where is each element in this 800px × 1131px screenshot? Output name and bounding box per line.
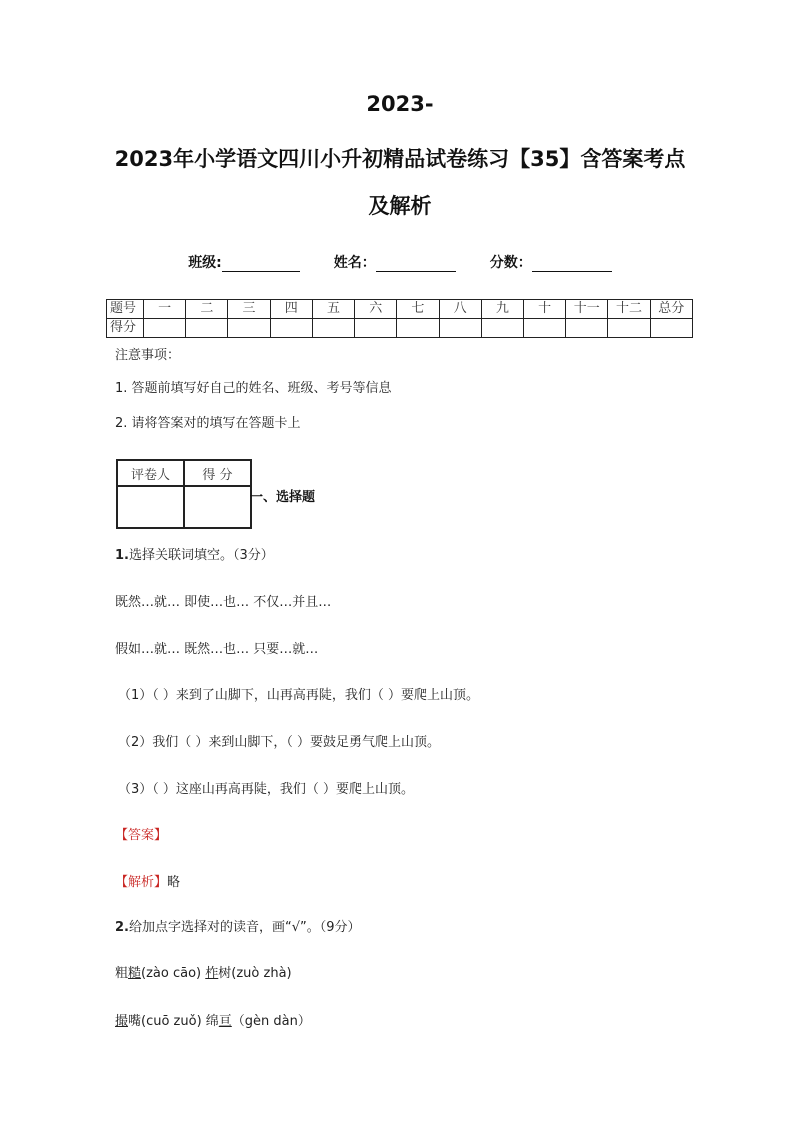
dotted-char: 柞 xyxy=(205,966,219,981)
section-title: 一、选择题 xyxy=(250,490,316,505)
score-cell[interactable] xyxy=(397,319,439,338)
score-cell[interactable] xyxy=(228,319,270,338)
grader-table xyxy=(116,459,252,529)
score-table xyxy=(106,299,693,338)
score-cell[interactable] xyxy=(566,319,608,338)
dotted-char: 亘 xyxy=(218,1014,232,1029)
score-header-cell: 一 xyxy=(144,300,186,319)
class-label: 班级: xyxy=(188,255,222,271)
note-item: 2. 请将答案对的填写在答题卡上 xyxy=(115,416,301,431)
dotted-char: 撮 xyxy=(115,1014,129,1029)
score-header-cell: 四 xyxy=(270,300,312,319)
score-header-cell: 五 xyxy=(312,300,354,319)
score-cell[interactable] xyxy=(608,319,650,338)
pinyin-choice[interactable]: 嘴(cuō zuǒ) 绵 xyxy=(128,1014,219,1029)
question-number: 2. xyxy=(115,920,129,935)
score-cell[interactable] xyxy=(481,319,523,338)
score-field xyxy=(490,252,612,272)
score-cell[interactable] xyxy=(523,319,565,338)
name-blank[interactable] xyxy=(376,257,456,272)
score-row-label: 得分 xyxy=(107,319,144,338)
grader-score-cell[interactable] xyxy=(184,486,251,528)
note-item: 1. 答题前填写好自己的姓名、班级、考号等信息 xyxy=(115,381,392,396)
score-blank[interactable] xyxy=(532,257,612,272)
question-2-line-2 xyxy=(115,1010,311,1029)
score-header-cell: 六 xyxy=(355,300,397,319)
name-label: 姓名： xyxy=(333,255,376,271)
score-cell[interactable] xyxy=(355,319,397,338)
question-text: 选择关联词填空。（3分） xyxy=(128,548,274,563)
score-header-cell: 三 xyxy=(228,300,270,319)
score-cell[interactable] xyxy=(186,319,228,338)
question-2-prompt xyxy=(115,916,361,935)
grader-label: 评卷人 xyxy=(117,460,184,486)
score-header-cell: 十一 xyxy=(566,300,608,319)
question-text: 给加点字选择对的读音，画“√”。（9分） xyxy=(128,920,361,935)
score-cell[interactable] xyxy=(650,319,692,338)
question-1-options-a: 既然…就… 即使…也… 不仅…并且… xyxy=(115,595,332,610)
score-header-cell: 十二 xyxy=(608,300,650,319)
class-blank[interactable] xyxy=(222,257,300,272)
question-1-prompt xyxy=(115,544,274,563)
score-cell[interactable] xyxy=(312,319,354,338)
score-label: 分数： xyxy=(489,255,532,271)
grader-cell[interactable] xyxy=(117,486,184,528)
word-part: 粗 xyxy=(115,966,129,981)
score-header-cell: 题号 xyxy=(107,300,144,319)
grader-body-row xyxy=(117,486,251,528)
dotted-char: 糙 xyxy=(128,966,142,981)
score-header-cell: 八 xyxy=(439,300,481,319)
doc-title-line1: 2023- xyxy=(366,92,434,116)
pinyin-choice[interactable]: （gèn dàn） xyxy=(231,1014,311,1029)
answer-label: 【答案】 xyxy=(115,828,168,843)
question-1-sentence-3: （3）（ ）这座山再高再陡，我们（ ）要爬上山顶。 xyxy=(118,782,415,797)
class-field xyxy=(188,252,300,272)
analysis-text: 略 xyxy=(167,875,181,890)
score-cell[interactable] xyxy=(439,319,481,338)
doc-title-line3: 及解析 xyxy=(368,194,432,218)
student-info-line xyxy=(0,252,800,272)
score-header-cell: 二 xyxy=(186,300,228,319)
pinyin-choice[interactable]: 树(zuò zhà) xyxy=(218,966,292,981)
question-1-sentence-1: （1）（ ）来到了山脚下，山再高再陡，我们（ ）要爬上山顶。 xyxy=(118,688,480,703)
score-cell[interactable] xyxy=(144,319,186,338)
score-header-cell: 十 xyxy=(523,300,565,319)
score-table-score-row xyxy=(107,319,693,338)
pinyin-choice[interactable]: (zào cāo) xyxy=(141,966,206,981)
score-cell[interactable] xyxy=(270,319,312,338)
score-table-header-row xyxy=(107,300,693,319)
score-header-cell: 七 xyxy=(397,300,439,319)
grader-score-label: 得 分 xyxy=(184,460,251,486)
score-header-cell: 九 xyxy=(481,300,523,319)
name-field xyxy=(334,252,456,272)
score-header-cell: 总分 xyxy=(650,300,692,319)
question-2-line-1 xyxy=(115,962,292,981)
doc-title-line2: 2023年小学语文四川小升初精品试卷练习【35】含答案考点 xyxy=(114,147,686,171)
question-1-options-b: 假如…就… 既然…也… 只要…就… xyxy=(115,642,319,657)
analysis-line xyxy=(115,871,180,890)
question-1-sentence-2: （2）我们（ ）来到山脚下，（ ）要鼓足勇气爬上山顶。 xyxy=(118,735,441,750)
question-number: 1. xyxy=(115,548,129,563)
grader-header-row xyxy=(117,460,251,486)
analysis-label: 【解析】 xyxy=(115,875,168,890)
notes-heading: 注意事项： xyxy=(115,348,181,363)
